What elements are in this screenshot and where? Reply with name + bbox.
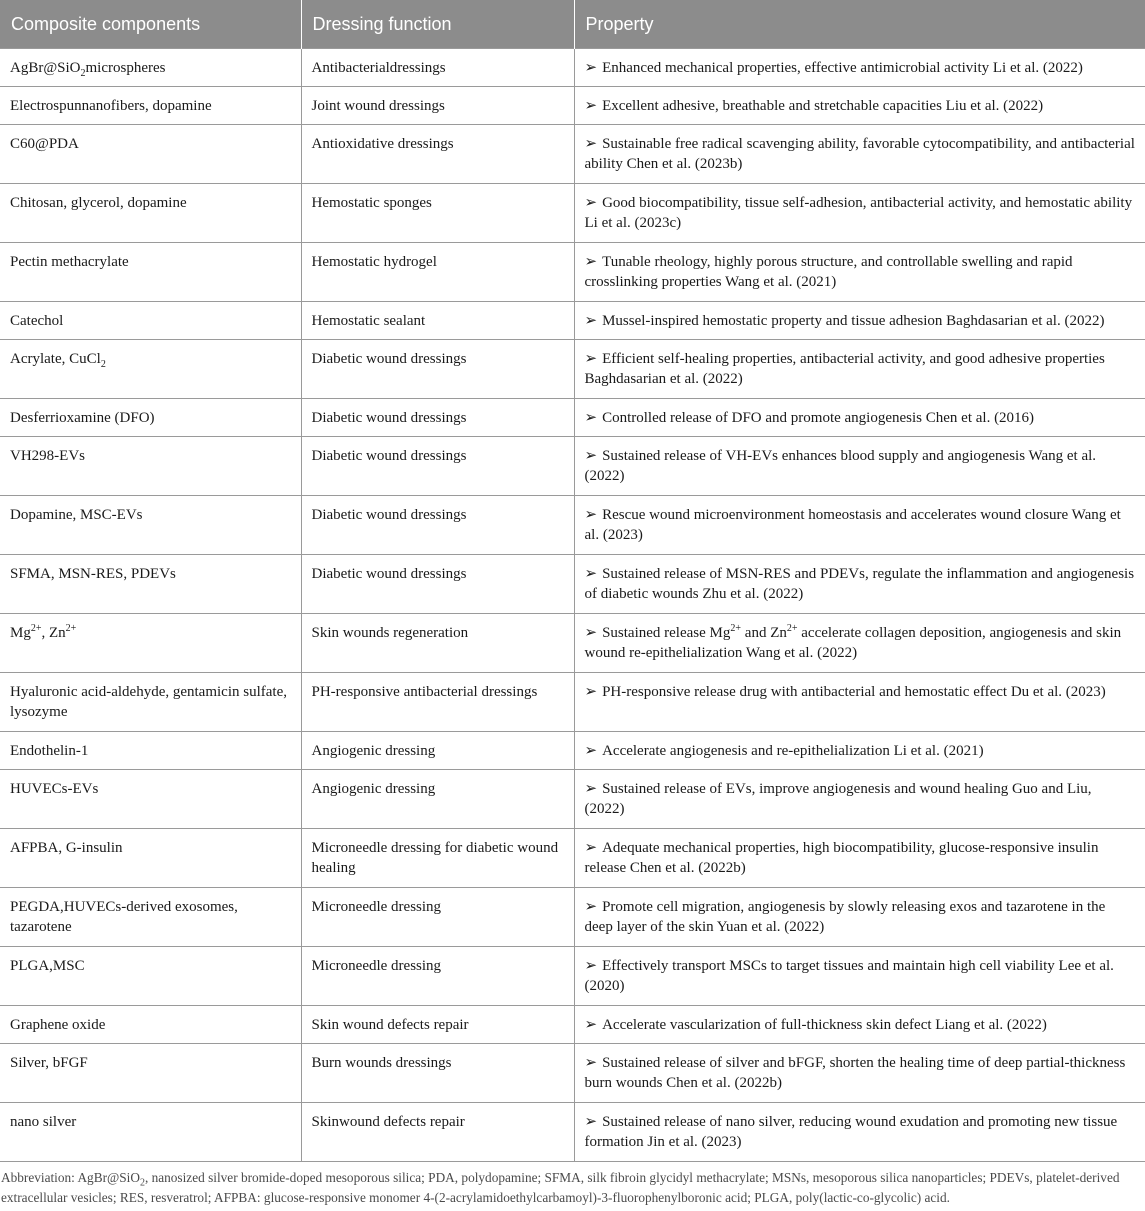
cell-property [574, 183, 1145, 242]
cell-composite-components: VH298-EVs [0, 436, 301, 495]
bullet-arrow-icon: ➢ [584, 1054, 598, 1071]
text-fragment: accelerate collagen deposition, angiogenesis and skin wound re-epithelialization Wang et al. (2022) [584, 624, 1122, 661]
table-row [0, 887, 1145, 946]
table-row [0, 828, 1145, 887]
property-text: Sustained release of MSN-RES and PDEVs, regulate the inflammation and angiogenesis of diabetic wounds Zhu et al. (2022) [584, 565, 1135, 602]
bullet-arrow-icon: ➢ [584, 1016, 598, 1033]
table-row [0, 124, 1145, 183]
property-text: Rescue wound microenvironment homeostasis and accelerates wound closure Wang et al. (2023) [584, 506, 1121, 543]
table-row [0, 242, 1145, 301]
cell-dressing-function: Angiogenic dressing [301, 731, 574, 769]
bullet-arrow-icon: ➢ [584, 742, 598, 759]
cell-dressing-function: Hemostatic sealant [301, 301, 574, 339]
bullet-arrow-icon: ➢ [584, 350, 598, 367]
property-text: Accelerate angiogenesis and re-epithelialization Li et al. (2021) [602, 742, 984, 759]
text-fragment: Abbreviation: AgBr@SiO [1, 1170, 140, 1185]
property-text: PH-responsive release drug with antibacterial and hemostatic effect Du et al. (2023) [602, 683, 1106, 700]
bullet-arrow-icon: ➢ [584, 780, 598, 797]
property-text: Adequate mechanical properties, high biocompatibility, glucose-responsive insulin release Chen et al. (2022b) [584, 839, 1099, 876]
cell-property [574, 946, 1145, 1005]
cell-dressing-function: Diabetic wound dressings [301, 554, 574, 613]
cell-dressing-function: Antioxidative dressings [301, 124, 574, 183]
cell-property [574, 769, 1145, 828]
bullet-arrow-icon: ➢ [584, 59, 598, 76]
cell-dressing-function: Microneedle dressing for diabetic wound healing [301, 828, 574, 887]
cell-property [574, 398, 1145, 436]
table-row [0, 495, 1145, 554]
bullet-arrow-icon: ➢ [584, 312, 598, 329]
superscript: 2+ [730, 622, 742, 634]
text-fragment: Sustained release Mg [602, 624, 731, 641]
property-text: Sustained release of silver and bFGF, shorten the healing time of deep partial-thickness burn wounds Chen et al. (2022b) [584, 1054, 1126, 1091]
cell-property [574, 828, 1145, 887]
table-row [0, 48, 1145, 86]
cell-composite-components: Desferrioxamine (DFO) [0, 398, 301, 436]
bullet-arrow-icon: ➢ [584, 506, 598, 523]
property-text: Tunable rheology, highly porous structure, and controllable swelling and rapid crosslinking properties Wang et al. (2021) [584, 253, 1073, 290]
text-fragment: , Zn [41, 624, 66, 641]
property-text: Enhanced mechanical properties, effective antimicrobial activity Li et al. (2022) [602, 59, 1083, 76]
table-row [0, 436, 1145, 495]
table-row [0, 769, 1145, 828]
table-row [0, 86, 1145, 124]
bullet-arrow-icon: ➢ [584, 1113, 598, 1130]
cell-composite-components: C60@PDA [0, 124, 301, 183]
cell-property [574, 731, 1145, 769]
cell-dressing-function: Burn wounds dressings [301, 1043, 574, 1102]
text-fragment: microspheres [85, 59, 166, 76]
cell-property [574, 301, 1145, 339]
cell-composite-components: Endothelin-1 [0, 731, 301, 769]
property-text: Sustainable free radical scavenging ability, favorable cytocompatibility, and antibacterial ability Chen et al. (2023b) [584, 135, 1135, 172]
property-text: Sustained release of EVs, improve angiogenesis and wound healing Guo and Liu, (2022) [584, 780, 1092, 817]
cell-composite-components: SFMA, MSN-RES, PDEVs [0, 554, 301, 613]
header-property: Property [574, 0, 1145, 48]
header-composite-components: Composite components [11, 13, 201, 34]
cell-dressing-function: Microneedle dressing [301, 887, 574, 946]
cell-dressing-function: Diabetic wound dressings [301, 436, 574, 495]
cell-property [574, 672, 1145, 731]
cell-composite-components: PEGDA,HUVECs-derived exosomes, tazarotene [0, 887, 301, 946]
cell-composite-components: Catechol [0, 301, 301, 339]
table-row [0, 672, 1145, 731]
table-row [0, 301, 1145, 339]
cell-composite-components: Dopamine, MSC-EVs [0, 495, 301, 554]
cell-property [574, 495, 1145, 554]
cell-composite-components: nano silver [0, 1102, 301, 1161]
cell-dressing-function: Skin wounds regeneration [301, 613, 574, 672]
table-row [0, 398, 1145, 436]
cell-dressing-function: Microneedle dressing [301, 946, 574, 1005]
cell-composite-components: Silver, bFGF [0, 1043, 301, 1102]
cell-property [574, 554, 1145, 613]
table-row [0, 1043, 1145, 1102]
subscript: 2 [139, 1177, 145, 1189]
cell-composite-components [0, 613, 301, 672]
subscript: 2 [100, 358, 106, 370]
cell-property [574, 613, 1145, 672]
superscript: 2+ [786, 622, 798, 634]
cell-dressing-function: Skin wound defects repair [301, 1005, 574, 1043]
cell-dressing-function: Skinwound defects repair [301, 1102, 574, 1161]
property-text: Good biocompatibility, tissue self-adhesion, antibacterial activity, and hemostatic ability Li et al. (2023c) [584, 194, 1133, 231]
cell-property [574, 86, 1145, 124]
cell-property [574, 1005, 1145, 1043]
cell-dressing-function: Diabetic wound dressings [301, 398, 574, 436]
bullet-arrow-icon: ➢ [584, 97, 598, 114]
cell-property [574, 1043, 1145, 1102]
cell-composite-components: HUVECs-EVs [0, 769, 301, 828]
cell-dressing-function: Hemostatic hydrogel [301, 242, 574, 301]
cell-composite-components: Electrospunnanofibers, dopamine [0, 86, 301, 124]
table-body [0, 48, 1145, 1161]
text-fragment: and Zn [741, 624, 787, 641]
cell-composite-components: Pectin methacrylate [0, 242, 301, 301]
text-fragment: , nanosized silver bromide-doped mesoporous silica; PDA, polydopamine; SFMA, silk fibroin glycidyl methacrylate; MSNs, mesoporous silica nanoparticles; PDEVs, platelet-derived extracellular vesicles; RES, resveratrol; AFPBA: glucose-responsive monomer 4-(2-acrylamidoethylcarbamoyl)-3-fluorophenylboronic acid; PLGA, poly(lactic-co-glycolic) acid. [1, 1170, 1120, 1205]
cell-dressing-function: Diabetic wound dressings [301, 495, 574, 554]
cell-dressing-function: Diabetic wound dressings [301, 339, 574, 398]
cell-property [574, 887, 1145, 946]
bullet-arrow-icon: ➢ [584, 624, 598, 641]
header-row [0, 0, 1145, 48]
bullet-arrow-icon: ➢ [584, 135, 598, 152]
property-text: Effectively transport MSCs to target tissues and maintain high cell viability Lee et al. (2020) [584, 957, 1114, 994]
table-row [0, 731, 1145, 769]
cell-dressing-function: Joint wound dressings [301, 86, 574, 124]
bullet-arrow-icon: ➢ [584, 447, 598, 464]
cell-dressing-function: Antibacterialdressings [301, 48, 574, 86]
text-fragment: AgBr@SiO [10, 59, 81, 76]
cell-composite-components: Chitosan, glycerol, dopamine [0, 183, 301, 242]
table-row [0, 1005, 1145, 1043]
subscript: 2 [80, 67, 86, 79]
abbreviation-footnote [1, 1168, 1141, 1208]
property-text: Accelerate vascularization of full-thickness skin defect Liang et al. (2022) [602, 1016, 1047, 1033]
cell-composite-components [0, 48, 301, 86]
table-row [0, 183, 1145, 242]
cell-dressing-function: Angiogenic dressing [301, 769, 574, 828]
superscript: 2+ [30, 622, 42, 634]
table-row [0, 554, 1145, 613]
property-text: Controlled release of DFO and promote angiogenesis Chen et al. (2016) [602, 409, 1035, 426]
cell-property [574, 1102, 1145, 1161]
cell-property [574, 48, 1145, 86]
bullet-arrow-icon: ➢ [584, 194, 598, 211]
bullet-arrow-icon: ➢ [584, 957, 598, 974]
bullet-arrow-icon: ➢ [584, 898, 598, 915]
cell-dressing-function: PH-responsive antibacterial dressings [301, 672, 574, 731]
table-row [0, 946, 1145, 1005]
bullet-arrow-icon: ➢ [584, 839, 598, 856]
cell-composite-components: Hyaluronic acid-aldehyde, gentamicin sulfate, lysozyme [0, 672, 301, 731]
table-row [0, 339, 1145, 398]
cell-property [574, 124, 1145, 183]
property-text: Sustained release of nano silver, reducing wound exudation and promoting new tissue formation Jin et al. (2023) [584, 1113, 1118, 1150]
bullet-arrow-icon: ➢ [584, 683, 598, 700]
cell-property [574, 436, 1145, 495]
cell-dressing-function: Hemostatic sponges [301, 183, 574, 242]
bullet-arrow-icon: ➢ [584, 409, 598, 426]
property-text: Promote cell migration, angiogenesis by slowly releasing exos and tazarotene in the deep layer of the skin Yuan et al. (2022) [584, 898, 1106, 935]
property-text: Efficient self-healing properties, antibacterial activity, and good adhesive properties Baghdasarian et al. (2022) [584, 350, 1105, 387]
table-row [0, 613, 1145, 672]
property-text: Excellent adhesive, breathable and stretchable capacities Liu et al. (2022) [602, 97, 1044, 114]
bullet-arrow-icon: ➢ [584, 565, 598, 582]
table-header [0, 0, 1145, 48]
cell-composite-components: Graphene oxide [0, 1005, 301, 1043]
cell-composite-components: AFPBA, G-insulin [0, 828, 301, 887]
superscript: 2+ [65, 622, 77, 634]
text-fragment: Acrylate, CuCl [10, 350, 101, 367]
text-fragment: Mg [10, 624, 31, 641]
header-dressing-function: Dressing function [301, 0, 574, 48]
cell-composite-components: PLGA,MSC [0, 946, 301, 1005]
property-text: Sustained release of VH-EVs enhances blood supply and angiogenesis Wang et al. (2022) [584, 447, 1097, 484]
cell-composite-components [0, 339, 301, 398]
property-text: Mussel-inspired hemostatic property and tissue adhesion Baghdasarian et al. (2022) [602, 312, 1105, 329]
table-row [0, 1102, 1145, 1161]
cell-property [574, 242, 1145, 301]
bullet-arrow-icon: ➢ [584, 253, 598, 270]
cell-property [574, 339, 1145, 398]
